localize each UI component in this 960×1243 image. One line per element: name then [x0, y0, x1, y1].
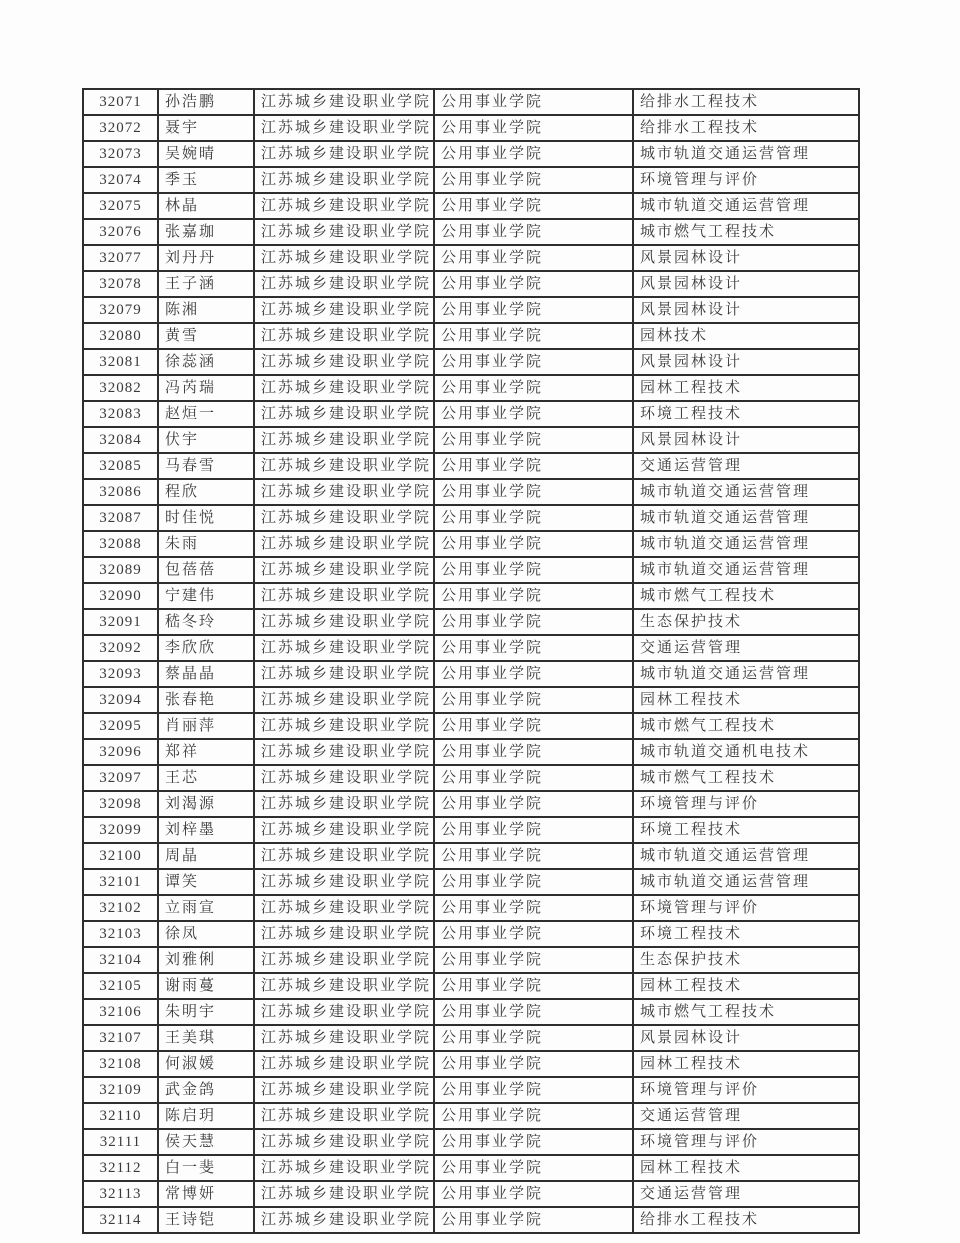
- student-id-cell: 32071: [83, 89, 158, 115]
- institution-cell: 江苏城乡建设职业学院: [254, 349, 434, 375]
- table-row: [83, 739, 859, 765]
- table-row: [83, 999, 859, 1025]
- table-row: [83, 1025, 859, 1051]
- student-id-cell: 32104: [83, 947, 158, 973]
- student-name-cell: 蔡晶晶: [158, 661, 254, 687]
- table-row: [83, 661, 859, 687]
- college-cell: 公用事业学院: [434, 505, 633, 531]
- institution-cell: 江苏城乡建设职业学院: [254, 1207, 434, 1233]
- student-name-cell: 刘丹丹: [158, 245, 254, 271]
- institution-cell: 江苏城乡建设职业学院: [254, 453, 434, 479]
- student-name-cell: 徐凤: [158, 921, 254, 947]
- institution-cell: 江苏城乡建设职业学院: [254, 973, 434, 999]
- institution-cell: 江苏城乡建设职业学院: [254, 817, 434, 843]
- institution-cell: 江苏城乡建设职业学院: [254, 401, 434, 427]
- student-name-cell: 朱明宇: [158, 999, 254, 1025]
- table-row: [83, 375, 859, 401]
- student-id-cell: 32078: [83, 271, 158, 297]
- student-name-cell: 聂宇: [158, 115, 254, 141]
- major-cell: 城市轨道交通运营管理: [633, 531, 859, 557]
- student-name-cell: 张春艳: [158, 687, 254, 713]
- college-cell: 公用事业学院: [434, 869, 633, 895]
- table-row: [83, 895, 859, 921]
- student-id-cell: 32083: [83, 401, 158, 427]
- college-cell: 公用事业学院: [434, 765, 633, 791]
- student-id-cell: 32112: [83, 1155, 158, 1181]
- major-cell: 环境管理与评价: [633, 791, 859, 817]
- institution-cell: 江苏城乡建设职业学院: [254, 557, 434, 583]
- student-id-cell: 32073: [83, 141, 158, 167]
- table-row: [83, 583, 859, 609]
- student-name-cell: 李欣欣: [158, 635, 254, 661]
- institution-cell: 江苏城乡建设职业学院: [254, 661, 434, 687]
- major-cell: 交通运营管理: [633, 635, 859, 661]
- student-name-cell: 朱雨: [158, 531, 254, 557]
- student-id-cell: 32077: [83, 245, 158, 271]
- institution-cell: 江苏城乡建设职业学院: [254, 193, 434, 219]
- student-name-cell: 张嘉珈: [158, 219, 254, 245]
- student-id-cell: 32085: [83, 453, 158, 479]
- student-id-cell: 32105: [83, 973, 158, 999]
- student-id-cell: 32095: [83, 713, 158, 739]
- major-cell: 城市轨道交通运营管理: [633, 505, 859, 531]
- institution-cell: 江苏城乡建设职业学院: [254, 1181, 434, 1207]
- major-cell: 城市燃气工程技术: [633, 713, 859, 739]
- table-row: [83, 1207, 859, 1233]
- major-cell: 环境工程技术: [633, 921, 859, 947]
- college-cell: 公用事业学院: [434, 349, 633, 375]
- student-name-cell: 时佳悦: [158, 505, 254, 531]
- college-cell: 公用事业学院: [434, 1129, 633, 1155]
- table-row: [83, 921, 859, 947]
- student-id-cell: 32084: [83, 427, 158, 453]
- college-cell: 公用事业学院: [434, 947, 633, 973]
- student-id-cell: 32081: [83, 349, 158, 375]
- institution-cell: 江苏城乡建设职业学院: [254, 531, 434, 557]
- institution-cell: 江苏城乡建设职业学院: [254, 167, 434, 193]
- institution-cell: 江苏城乡建设职业学院: [254, 843, 434, 869]
- student-id-cell: 32110: [83, 1103, 158, 1129]
- institution-cell: 江苏城乡建设职业学院: [254, 869, 434, 895]
- table-row: [83, 323, 859, 349]
- major-cell: 环境管理与评价: [633, 1129, 859, 1155]
- college-cell: 公用事业学院: [434, 89, 633, 115]
- institution-cell: 江苏城乡建设职业学院: [254, 115, 434, 141]
- college-cell: 公用事业学院: [434, 687, 633, 713]
- student-name-cell: 何淑媛: [158, 1051, 254, 1077]
- table-row: [83, 973, 859, 999]
- major-cell: 交通运营管理: [633, 1181, 859, 1207]
- table-row: [83, 817, 859, 843]
- student-name-cell: 王子涵: [158, 271, 254, 297]
- student-name-cell: 徐蕊涵: [158, 349, 254, 375]
- institution-cell: 江苏城乡建设职业学院: [254, 297, 434, 323]
- major-cell: 园林工程技术: [633, 375, 859, 401]
- table-row: [83, 1077, 859, 1103]
- institution-cell: 江苏城乡建设职业学院: [254, 609, 434, 635]
- student-name-cell: 武金鸽: [158, 1077, 254, 1103]
- student-name-cell: 林晶: [158, 193, 254, 219]
- college-cell: 公用事业学院: [434, 1103, 633, 1129]
- student-name-cell: 王诗铠: [158, 1207, 254, 1233]
- major-cell: 城市轨道交通机电技术: [633, 739, 859, 765]
- student-id-cell: 32111: [83, 1129, 158, 1155]
- table-row: [83, 141, 859, 167]
- student-id-cell: 32109: [83, 1077, 158, 1103]
- major-cell: 交通运营管理: [633, 453, 859, 479]
- table-row: [83, 1129, 859, 1155]
- institution-cell: 江苏城乡建设职业学院: [254, 219, 434, 245]
- institution-cell: 江苏城乡建设职业学院: [254, 1103, 434, 1129]
- institution-cell: 江苏城乡建设职业学院: [254, 89, 434, 115]
- student-name-cell: 王美琪: [158, 1025, 254, 1051]
- student-id-cell: 32100: [83, 843, 158, 869]
- student-id-cell: 32106: [83, 999, 158, 1025]
- student-name-cell: 侯天慧: [158, 1129, 254, 1155]
- college-cell: 公用事业学院: [434, 219, 633, 245]
- student-name-cell: 包蓓蓓: [158, 557, 254, 583]
- student-name-cell: 肖丽萍: [158, 713, 254, 739]
- institution-cell: 江苏城乡建设职业学院: [254, 375, 434, 401]
- student-id-cell: 32080: [83, 323, 158, 349]
- student-id-cell: 32091: [83, 609, 158, 635]
- college-cell: 公用事业学院: [434, 739, 633, 765]
- college-cell: 公用事业学院: [434, 115, 633, 141]
- institution-cell: 江苏城乡建设职业学院: [254, 1051, 434, 1077]
- major-cell: 城市轨道交通运营管理: [633, 843, 859, 869]
- institution-cell: 江苏城乡建设职业学院: [254, 895, 434, 921]
- college-cell: 公用事业学院: [434, 141, 633, 167]
- major-cell: 给排水工程技术: [633, 1207, 859, 1233]
- major-cell: 园林工程技术: [633, 687, 859, 713]
- student-name-cell: 吴婉晴: [158, 141, 254, 167]
- student-id-cell: 32089: [83, 557, 158, 583]
- student-name-cell: 陈湘: [158, 297, 254, 323]
- student-id-cell: 32093: [83, 661, 158, 687]
- institution-cell: 江苏城乡建设职业学院: [254, 739, 434, 765]
- institution-cell: 江苏城乡建设职业学院: [254, 323, 434, 349]
- table-row: [83, 401, 859, 427]
- student-id-cell: 32072: [83, 115, 158, 141]
- college-cell: 公用事业学院: [434, 1025, 633, 1051]
- table-row: [83, 349, 859, 375]
- major-cell: 给排水工程技术: [633, 89, 859, 115]
- table-row: [83, 791, 859, 817]
- table-row: [83, 713, 859, 739]
- student-name-cell: 马春雪: [158, 453, 254, 479]
- college-cell: 公用事业学院: [434, 1155, 633, 1181]
- institution-cell: 江苏城乡建设职业学院: [254, 947, 434, 973]
- institution-cell: 江苏城乡建设职业学院: [254, 791, 434, 817]
- student-name-cell: 郑祥: [158, 739, 254, 765]
- institution-cell: 江苏城乡建设职业学院: [254, 245, 434, 271]
- table-row: [83, 115, 859, 141]
- major-cell: 城市轨道交通运营管理: [633, 479, 859, 505]
- student-name-cell: 谢雨蔓: [158, 973, 254, 999]
- major-cell: 园林工程技术: [633, 1051, 859, 1077]
- major-cell: 环境管理与评价: [633, 1077, 859, 1103]
- student-id-cell: 32101: [83, 869, 158, 895]
- major-cell: 城市轨道交通运营管理: [633, 141, 859, 167]
- college-cell: 公用事业学院: [434, 817, 633, 843]
- table-row: [83, 557, 859, 583]
- table-row: [83, 297, 859, 323]
- student-name-cell: 谭笑: [158, 869, 254, 895]
- major-cell: 城市轨道交通运营管理: [633, 557, 859, 583]
- major-cell: 风景园林设计: [633, 271, 859, 297]
- table-row: [83, 167, 859, 193]
- student-name-cell: 刘渴源: [158, 791, 254, 817]
- college-cell: 公用事业学院: [434, 583, 633, 609]
- major-cell: 城市燃气工程技术: [633, 583, 859, 609]
- student-name-cell: 白一斐: [158, 1155, 254, 1181]
- major-cell: 风景园林设计: [633, 1025, 859, 1051]
- major-cell: 生态保护技术: [633, 947, 859, 973]
- student-name-cell: 黄雪: [158, 323, 254, 349]
- college-cell: 公用事业学院: [434, 973, 633, 999]
- major-cell: 园林技术: [633, 323, 859, 349]
- table-row: [83, 1155, 859, 1181]
- major-cell: 城市燃气工程技术: [633, 765, 859, 791]
- college-cell: 公用事业学院: [434, 375, 633, 401]
- institution-cell: 江苏城乡建设职业学院: [254, 635, 434, 661]
- student-name-cell: 王芯: [158, 765, 254, 791]
- student-id-cell: 32087: [83, 505, 158, 531]
- major-cell: 城市轨道交通运营管理: [633, 869, 859, 895]
- college-cell: 公用事业学院: [434, 401, 633, 427]
- major-cell: 交通运营管理: [633, 1103, 859, 1129]
- major-cell: 环境工程技术: [633, 817, 859, 843]
- table-row: [83, 531, 859, 557]
- college-cell: 公用事业学院: [434, 1181, 633, 1207]
- major-cell: 风景园林设计: [633, 427, 859, 453]
- institution-cell: 江苏城乡建设职业学院: [254, 921, 434, 947]
- student-table: [82, 88, 860, 1234]
- table-row: [83, 89, 859, 115]
- college-cell: 公用事业学院: [434, 531, 633, 557]
- college-cell: 公用事业学院: [434, 453, 633, 479]
- college-cell: 公用事业学院: [434, 635, 633, 661]
- institution-cell: 江苏城乡建设职业学院: [254, 505, 434, 531]
- table-row: [83, 505, 859, 531]
- student-id-cell: 32079: [83, 297, 158, 323]
- table-row: [83, 1051, 859, 1077]
- student-name-cell: 陈启玥: [158, 1103, 254, 1129]
- student-id-cell: 32099: [83, 817, 158, 843]
- student-name-cell: 冯芮瑞: [158, 375, 254, 401]
- institution-cell: 江苏城乡建设职业学院: [254, 1155, 434, 1181]
- major-cell: 环境管理与评价: [633, 895, 859, 921]
- table-row: [83, 635, 859, 661]
- college-cell: 公用事业学院: [434, 609, 633, 635]
- college-cell: 公用事业学院: [434, 193, 633, 219]
- student-id-cell: 32102: [83, 895, 158, 921]
- major-cell: 园林工程技术: [633, 973, 859, 999]
- table-row: [83, 947, 859, 973]
- major-cell: 环境工程技术: [633, 401, 859, 427]
- table-row: [83, 1181, 859, 1207]
- institution-cell: 江苏城乡建设职业学院: [254, 583, 434, 609]
- student-name-cell: 孙浩鹏: [158, 89, 254, 115]
- institution-cell: 江苏城乡建设职业学院: [254, 765, 434, 791]
- institution-cell: 江苏城乡建设职业学院: [254, 1077, 434, 1103]
- college-cell: 公用事业学院: [434, 661, 633, 687]
- student-name-cell: 季玉: [158, 167, 254, 193]
- student-name-cell: 宁建伟: [158, 583, 254, 609]
- institution-cell: 江苏城乡建设职业学院: [254, 427, 434, 453]
- table-row: [83, 271, 859, 297]
- college-cell: 公用事业学院: [434, 271, 633, 297]
- table-row: [83, 427, 859, 453]
- college-cell: 公用事业学院: [434, 895, 633, 921]
- table-row: [83, 193, 859, 219]
- student-name-cell: 程欣: [158, 479, 254, 505]
- student-id-cell: 32103: [83, 921, 158, 947]
- student-id-cell: 32094: [83, 687, 158, 713]
- student-table-body: [83, 89, 859, 1233]
- institution-cell: 江苏城乡建设职业学院: [254, 1129, 434, 1155]
- student-name-cell: 刘梓墨: [158, 817, 254, 843]
- student-name-cell: 赵烜一: [158, 401, 254, 427]
- student-id-cell: 32114: [83, 1207, 158, 1233]
- student-id-cell: 32098: [83, 791, 158, 817]
- student-name-cell: 常博妍: [158, 1181, 254, 1207]
- institution-cell: 江苏城乡建设职业学院: [254, 687, 434, 713]
- major-cell: 环境管理与评价: [633, 167, 859, 193]
- student-name-cell: 刘雅俐: [158, 947, 254, 973]
- table-row: [83, 609, 859, 635]
- student-id-cell: 32082: [83, 375, 158, 401]
- major-cell: 风景园林设计: [633, 297, 859, 323]
- college-cell: 公用事业学院: [434, 245, 633, 271]
- institution-cell: 江苏城乡建设职业学院: [254, 479, 434, 505]
- college-cell: 公用事业学院: [434, 791, 633, 817]
- student-id-cell: 32092: [83, 635, 158, 661]
- table-row: [83, 219, 859, 245]
- college-cell: 公用事业学院: [434, 843, 633, 869]
- major-cell: 风景园林设计: [633, 349, 859, 375]
- student-id-cell: 32090: [83, 583, 158, 609]
- major-cell: 生态保护技术: [633, 609, 859, 635]
- table-row: [83, 479, 859, 505]
- college-cell: 公用事业学院: [434, 713, 633, 739]
- table-row: [83, 869, 859, 895]
- table-row: [83, 245, 859, 271]
- table-row: [83, 843, 859, 869]
- college-cell: 公用事业学院: [434, 1051, 633, 1077]
- table-row: [83, 687, 859, 713]
- major-cell: 城市燃气工程技术: [633, 219, 859, 245]
- student-name-cell: 嵇冬玲: [158, 609, 254, 635]
- student-name-cell: 周晶: [158, 843, 254, 869]
- table-row: [83, 1103, 859, 1129]
- institution-cell: 江苏城乡建设职业学院: [254, 713, 434, 739]
- student-name-cell: 立雨宣: [158, 895, 254, 921]
- institution-cell: 江苏城乡建设职业学院: [254, 271, 434, 297]
- institution-cell: 江苏城乡建设职业学院: [254, 999, 434, 1025]
- student-id-cell: 32113: [83, 1181, 158, 1207]
- table-row: [83, 453, 859, 479]
- college-cell: 公用事业学院: [434, 921, 633, 947]
- table-row: [83, 765, 859, 791]
- major-cell: 园林工程技术: [633, 1155, 859, 1181]
- student-id-cell: 32086: [83, 479, 158, 505]
- student-id-cell: 32074: [83, 167, 158, 193]
- major-cell: 给排水工程技术: [633, 115, 859, 141]
- college-cell: 公用事业学院: [434, 1077, 633, 1103]
- student-id-cell: 32096: [83, 739, 158, 765]
- major-cell: 城市轨道交通运营管理: [633, 661, 859, 687]
- student-id-cell: 32076: [83, 219, 158, 245]
- student-id-cell: 32075: [83, 193, 158, 219]
- college-cell: 公用事业学院: [434, 297, 633, 323]
- major-cell: 城市轨道交通运营管理: [633, 193, 859, 219]
- student-id-cell: 32097: [83, 765, 158, 791]
- college-cell: 公用事业学院: [434, 479, 633, 505]
- student-name-cell: 伏宇: [158, 427, 254, 453]
- student-id-cell: 32108: [83, 1051, 158, 1077]
- college-cell: 公用事业学院: [434, 1207, 633, 1233]
- college-cell: 公用事业学院: [434, 167, 633, 193]
- student-id-cell: 32088: [83, 531, 158, 557]
- institution-cell: 江苏城乡建设职业学院: [254, 1025, 434, 1051]
- college-cell: 公用事业学院: [434, 427, 633, 453]
- major-cell: 风景园林设计: [633, 245, 859, 271]
- student-id-cell: 32107: [83, 1025, 158, 1051]
- college-cell: 公用事业学院: [434, 323, 633, 349]
- college-cell: 公用事业学院: [434, 557, 633, 583]
- college-cell: 公用事业学院: [434, 999, 633, 1025]
- institution-cell: 江苏城乡建设职业学院: [254, 141, 434, 167]
- major-cell: 城市燃气工程技术: [633, 999, 859, 1025]
